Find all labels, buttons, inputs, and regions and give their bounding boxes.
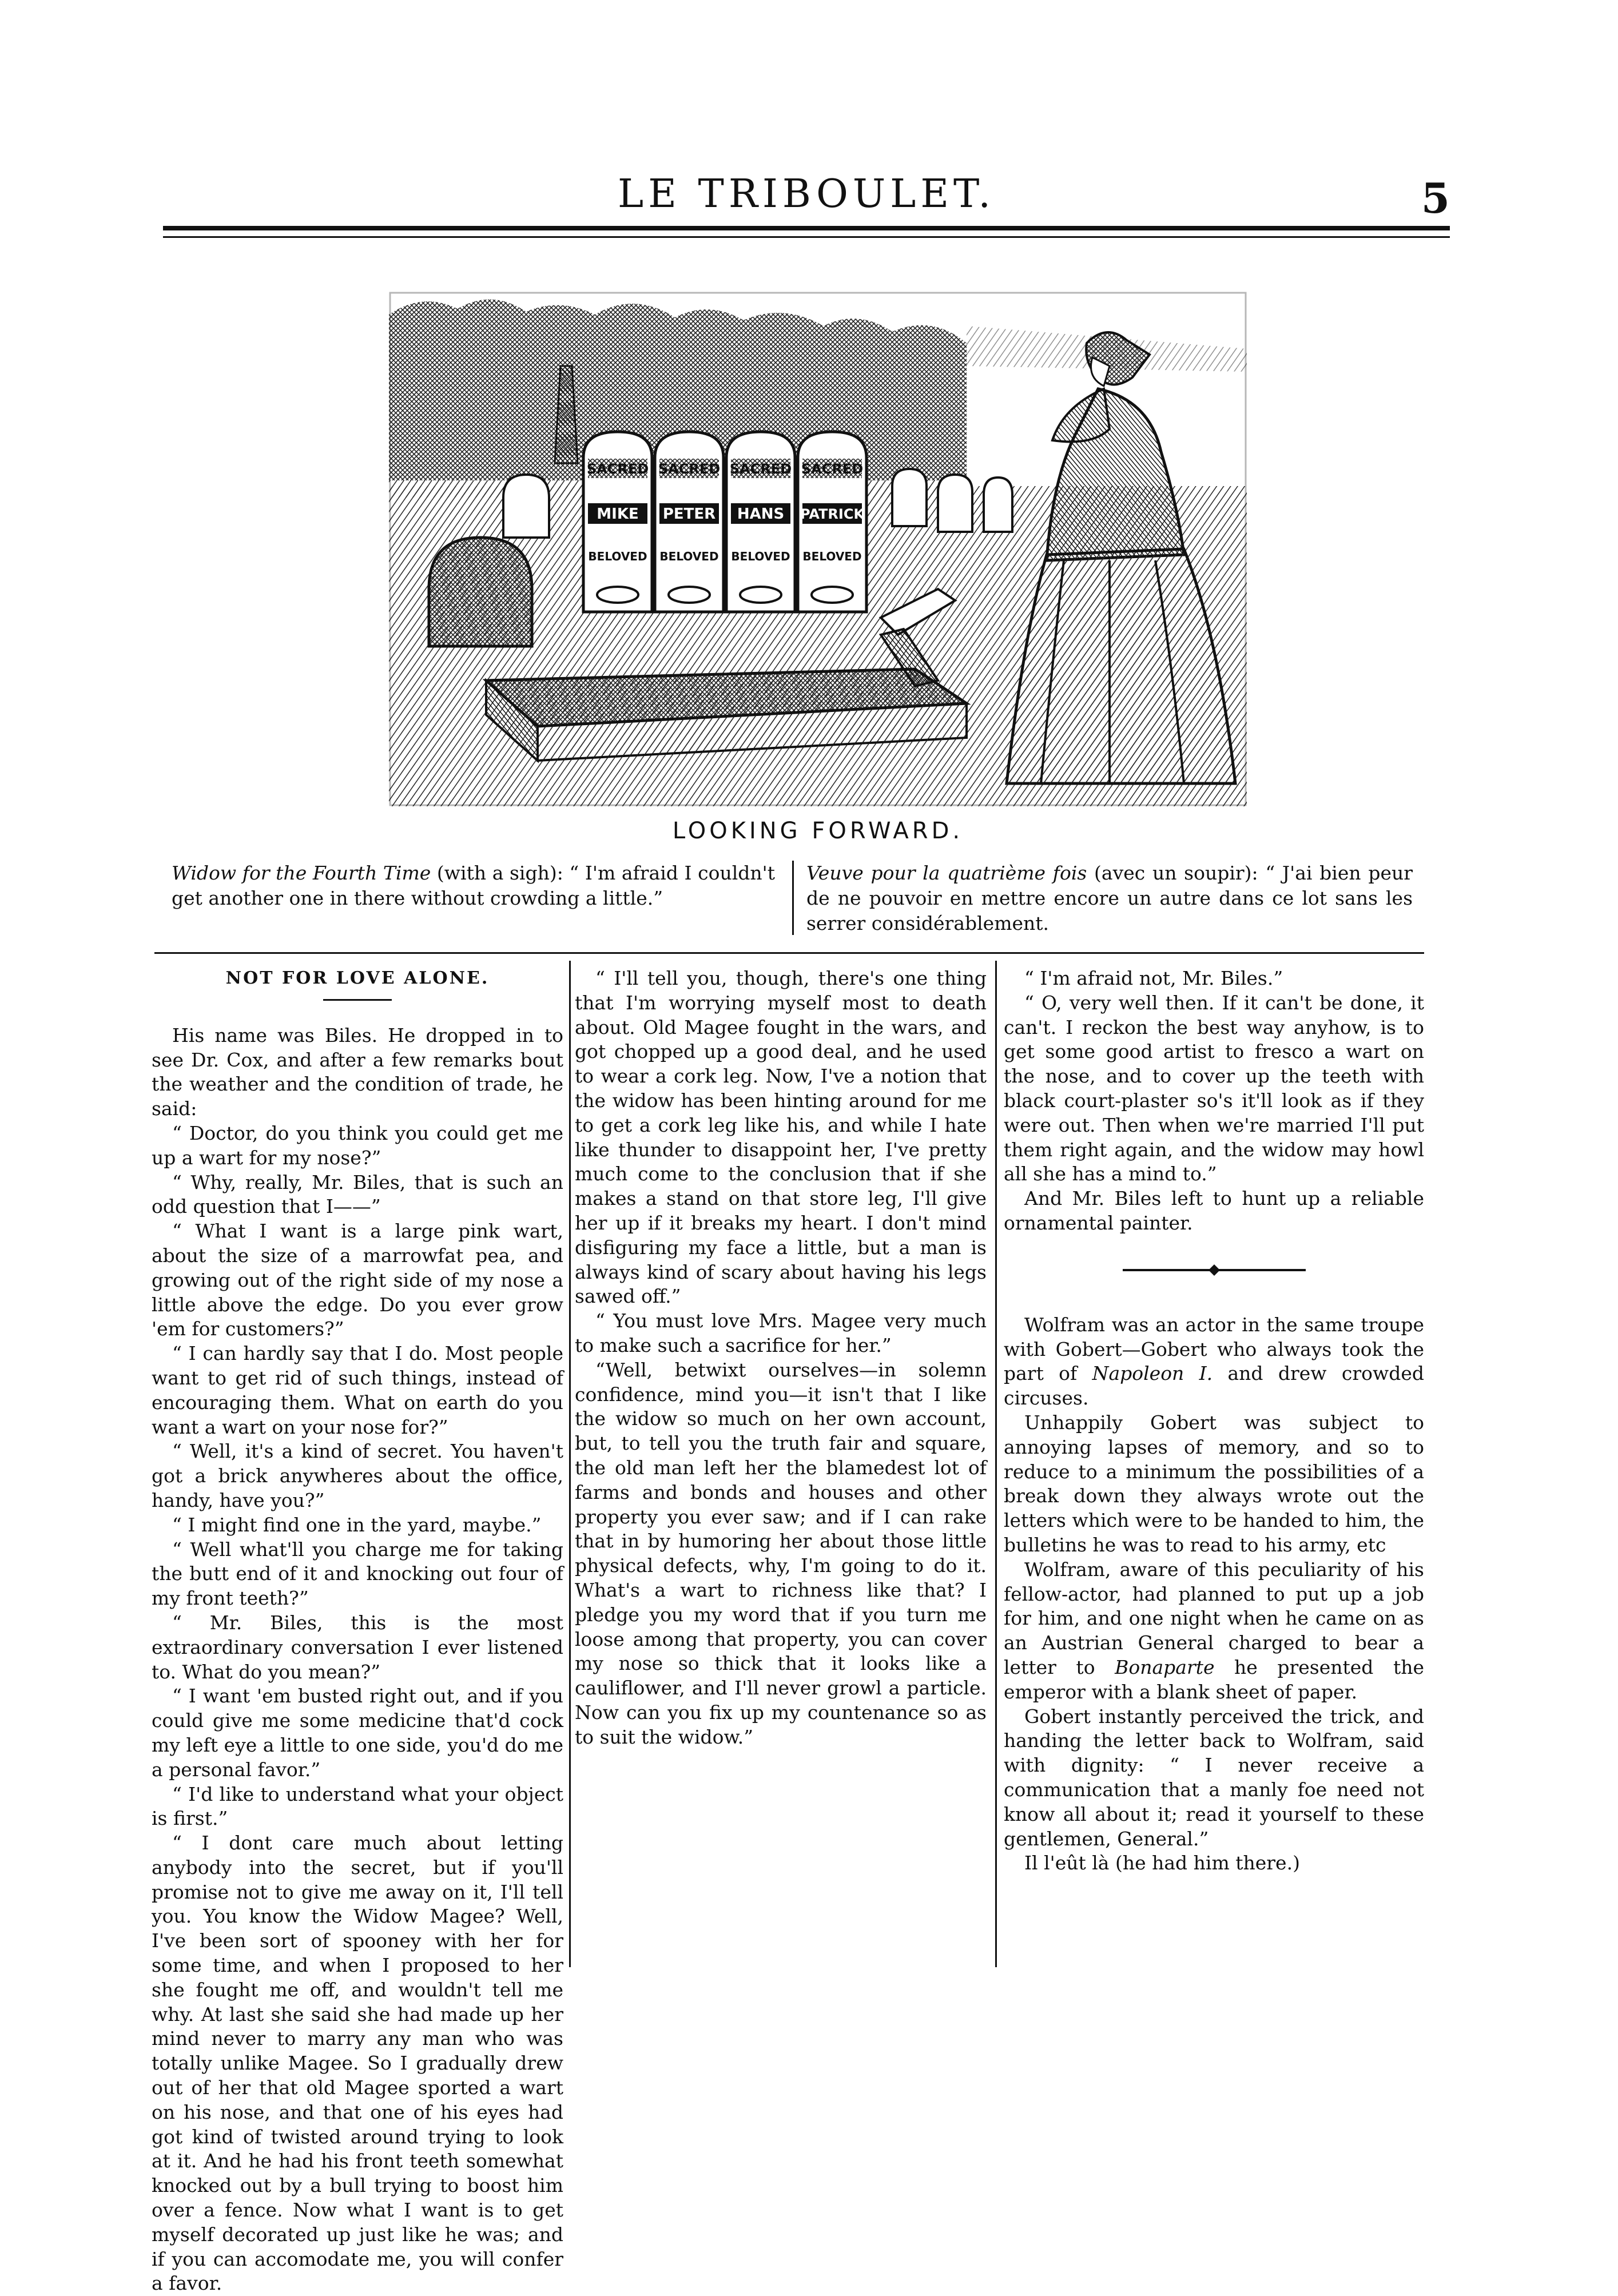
column-rule-1 [569, 961, 571, 1967]
headstone-1-name: MIKE [597, 506, 639, 523]
headstone-4-top: SACRED [801, 461, 864, 477]
headstone-4 [798, 432, 866, 612]
caption-french-speaker: Veuve pour la quatrième fois [806, 862, 1087, 884]
masthead-rule-thin [163, 236, 1450, 238]
caption-divider [792, 861, 794, 935]
headstone-3 [726, 432, 795, 612]
section-ornament [1111, 1259, 1317, 1282]
headstone-2 [655, 432, 723, 612]
headstone-4-bottom: BELOVED [802, 550, 862, 563]
column-1 [152, 966, 563, 2296]
article-paragraph: “ Well what'll you charge me for taking the butt end of it and knocking out four of my front teeth?” [152, 1538, 563, 1610]
headstone-3-top: SACRED [729, 461, 792, 477]
column-rule-2 [995, 961, 997, 1967]
headstone-4-name: PATRICK [800, 506, 865, 522]
headstone-1-bottom: BELOVED [588, 550, 647, 563]
article2-text: he presented the emperor with a blank sheet of paper. [1004, 1656, 1424, 1703]
newspaper-title: LE TRIBOULET. [618, 172, 995, 217]
caption-french-text: (avec un soupir): “ J'ai bien peur de ne pouvoir en mettre encore un autre dans ce lot sans les serrer considérablement. [806, 862, 1413, 934]
article2-paragraph-3 [1004, 1558, 1424, 1705]
headstone-3-bottom: BELOVED [731, 550, 790, 563]
article-paragraph: And Mr. Biles left to hunt up a reliable ornamental painter. [1004, 1187, 1424, 1234]
article2-text: Wolfram was an actor in the same troupe with Gobert—Gobert who always took the part of [1004, 1313, 1424, 1385]
article-paragraph: “ I want 'em busted right out, and if you could give me some medicine that'd cock my left eye a little to one side, you'd do me a personal favor.” [152, 1685, 563, 1781]
article-paragraph: “ I can hardly say that I do. Most people want to get rid of such things, instead of encouraging them. What on earth do you want a wart on your nose for?” [152, 1342, 563, 1438]
title-underline [323, 999, 392, 1001]
caption-english [172, 861, 775, 911]
article-paragraph: “ I dont care much about letting anybody into the secret, but if you'll promise not to give me away on it, I'll tell you. You know the Widow Magee? Well, I've been sort of spooney with her for some time, and when I proposed to her she fought me off, and wouldn't tell me why. At last she said she had made up her mind never to marry any man who was totally unlike Magee. So I gradually drew out of her that old Magee sported a wart on his nose, and that one of his eyes had got kind of twisted around trying to look at it. And he had his front teeth somewhat knocked out by a bull trying to boost him over a fence. Now what I want is to get myself decorated up just like he was; and if you can accomodate me, you will confer a favor. [152, 1832, 563, 2295]
article2-paragraph-4: Gobert instantly perceived the trick, and handing the letter back to Wolfram, said with dignity: “ I never receive a communication that a manly foe need not know all about it; read it yourself to these gentlemen, General.” [1004, 1705, 1424, 1850]
article-paragraph: “ I might find one in the yard, maybe.” [172, 1513, 542, 1536]
illustration-caption-title: LOOKING FORWARD. [672, 818, 964, 844]
headstone-3-name: HANS [737, 506, 785, 523]
article-paragraph: “ I'm afraid not, Mr. Biles.” [1024, 967, 1283, 989]
article-paragraph: “ Mr. Biles, this is the most extraordinary conversation I ever listened to. What do you mean?” [152, 1611, 563, 1683]
article2-text: Wolfram, aware of this peculiarity of his fellow-actor, had planned to put up a job for him, and one night when he came on as an Austrian General charged to bear a letter to [1004, 1558, 1424, 1678]
article-paragraph: “ Why, really, Mr. Biles, that is such an odd question that I——” [152, 1171, 563, 1218]
masthead [163, 172, 1450, 252]
article2-paragraph-1 [1004, 1313, 1424, 1411]
page-number: 5 [1421, 174, 1450, 222]
cemetery-illustration [389, 292, 1247, 806]
headstone-2-name: PETER [662, 506, 716, 523]
engraving-svg [389, 292, 1247, 806]
headstone-2-top: SACRED [658, 461, 721, 477]
article-paragraph: “ What I want is a large pink wart, about the size of a marrowfat pea, and growing out of the right side of my nose a little above the edge. Do you ever grow 'em for customers?” [152, 1220, 563, 1340]
article-title: NOT FOR LOVE ALONE. [225, 968, 490, 988]
article-paragraph: “ I'd like to understand what your object is first.” [152, 1782, 563, 1830]
caption-french [806, 861, 1413, 936]
article2-italic-bonaparte: Bonaparte [1115, 1656, 1215, 1678]
article2-paragraph-5: Il l'eût là (he had him there.) [1024, 1852, 1300, 1875]
headstone-1-top: SACRED [586, 461, 649, 477]
article-paragraph: “ O, very well then. If it can't be done, it can't. I reckon the best way anyhow, is to get some good artist to fresco a wart on the nose, and to cover up the teeth with black court-plaster so's it'll look as if they were out. Then when we're married I'll put them right again, and the widow may howl all she has a mind to.” [1004, 991, 1424, 1185]
article-paragraph: “ Doctor, do you think you could get me up a wart for my nose?” [152, 1121, 563, 1169]
article2-text: and drew crowded circuses. [1004, 1362, 1424, 1410]
article-paragraph: “ Well, it's a kind of secret. You haven't got a brick anywheres about the office, handy, have you?” [152, 1440, 563, 1511]
section-rule [154, 952, 1424, 954]
article-paragraph: “ I'll tell you, though, there's one thing that I'm worrying myself most to death about. Old Magee fought in the wars, and got chopped up a good deal, and he used to wear a cork leg. Now, I've a notion that the widow has been hinting around for me to get a cork leg like his, and while I hate like thunder to disappoint her, I've pretty much come to the conclusion that if she makes a stand on that store leg, I'll give her up if it breaks my heart. I don't mind disfiguring my face a little, but a man is always kind of scary about having his legs sawed off.” [575, 967, 987, 1308]
article2-italic-napoleon: Napoleon I. [1092, 1362, 1213, 1385]
article-paragraph: “ You must love Mrs. Magee very much to make such a sacrifice for her.” [575, 1310, 987, 1356]
headstone-group [583, 432, 866, 612]
article2-paragraph-2: Unhappily Gobert was subject to annoying lapses of memory, and so to reduce to a minimum the possibilities of a break down they always wrote out the letters which were to be handed to him, the bulletins he was to read to his army, etc [1004, 1411, 1424, 1556]
column-3 [1004, 966, 1424, 1876]
masthead-rule-thick [163, 226, 1450, 230]
column-2 [575, 966, 987, 1750]
article-paragraph: His name was Biles. He dropped in to see Dr. Cox, and after a few remarks bout the weather and the condition of trade, he said: [152, 1024, 563, 1120]
headstone-1 [583, 432, 652, 612]
caption-english-text: (with a sigh): “ I'm afraid I couldn't get another one in there without crowding a little.” [172, 862, 775, 909]
article-paragraph: “Well, betwixt ourselves—in solemn confidence, mind you—it isn't that I like the widow so much on her own account, but, to tell you the truth fair and square, the old man left her the blamedest lot of farms and bonds and houses and other property you ever saw; and if I can rake that in by humoring her about those little physical defects, why, I'm going to do it. What's a wart to richness like that? I pledge you my word that if you turn me loose among that property, you can cover my nose so thick that it looks like a cauliflower, and I'll never growl a particle. Now can you fix up my countenance so as to suit the widow.” [575, 1358, 987, 1748]
headstone-2-bottom: BELOVED [659, 550, 719, 563]
caption-english-speaker: Widow for the Fourth Time [172, 862, 431, 884]
